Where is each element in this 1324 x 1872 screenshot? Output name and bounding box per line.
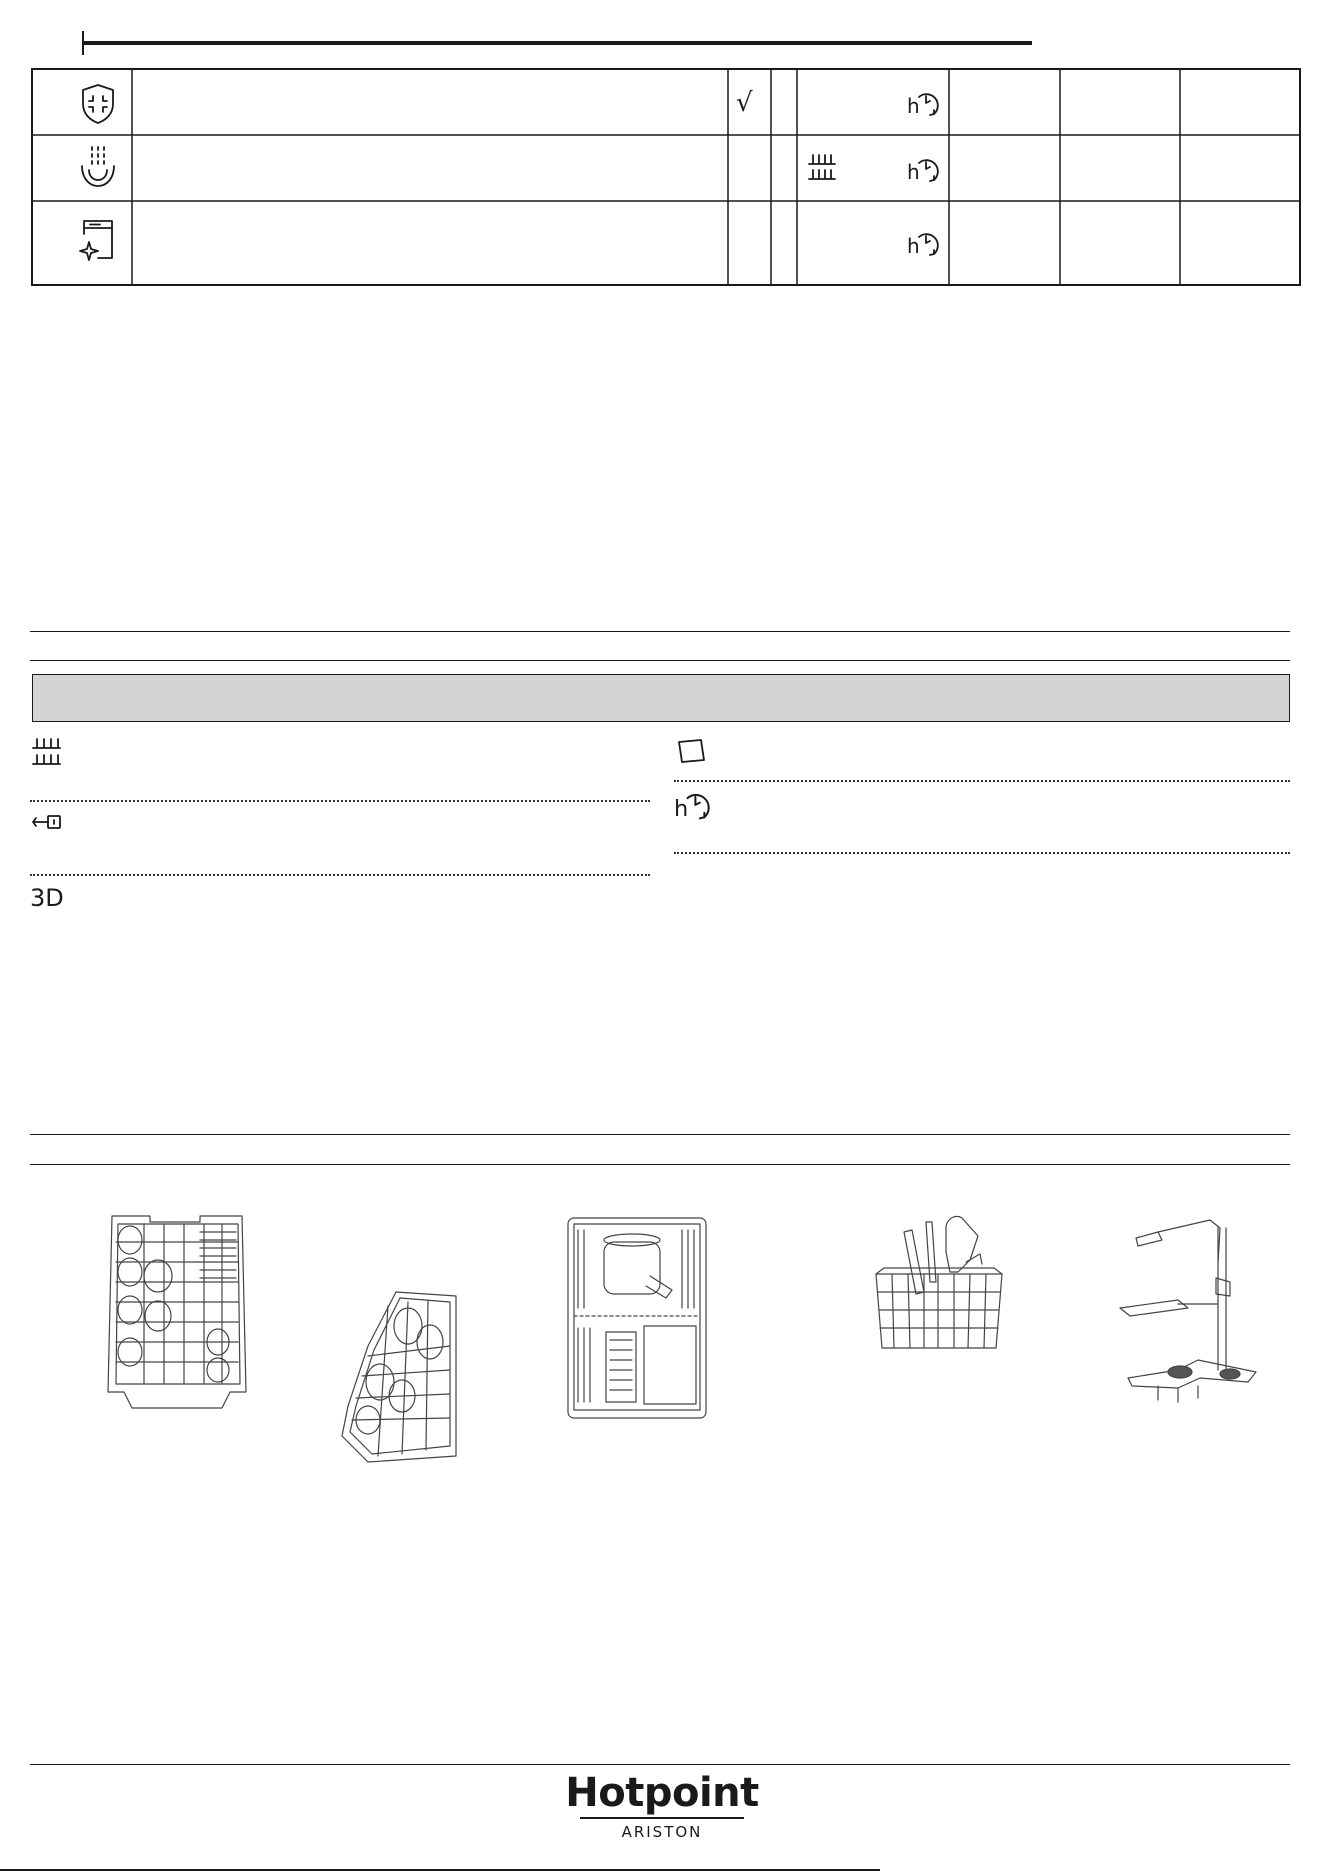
- half-load-icon: [30, 736, 64, 768]
- legend-divider: [674, 780, 1290, 782]
- legend-divider: [674, 852, 1290, 854]
- delay-start-icon: [672, 788, 712, 824]
- rinse-bowl-icon: [78, 144, 118, 190]
- legend-divider: [30, 800, 650, 802]
- svg-text:h: h: [907, 234, 920, 258]
- delay-start-icon: [906, 88, 940, 120]
- section-rule: [30, 1164, 1290, 1165]
- bottom-edge-rule: [0, 1869, 880, 1871]
- section-rule: [30, 660, 1290, 661]
- svg-text:h: h: [907, 160, 920, 184]
- tablet-key-icon: [30, 812, 64, 832]
- svg-text:h: h: [674, 796, 689, 823]
- legend-divider: [30, 874, 650, 876]
- cutlery-basket-illustration-icon: [866, 1212, 1012, 1356]
- brand-logo-wordmark: Hotpoint: [565, 1770, 759, 1816]
- shield-sanitize-icon: [78, 82, 118, 126]
- half-load-icon: [806, 152, 838, 182]
- delay-start-icon: [906, 228, 940, 260]
- delay-start-icon: [906, 154, 940, 186]
- loaded-dishwasher-illustration-icon: [566, 1216, 708, 1420]
- tablet-icon: [674, 736, 708, 766]
- spray-arms-illustration-icon: [1118, 1210, 1264, 1406]
- brand-logo-subtitle: ARISTON: [621, 1823, 703, 1841]
- svg-text:h: h: [907, 94, 920, 118]
- upper-rack-tilted-illustration-icon: [338, 1286, 460, 1470]
- 3d-zone-icon: 3D: [30, 884, 64, 912]
- dishwasher-sparkle-icon: [78, 218, 118, 264]
- footer-rule: [30, 1764, 1290, 1765]
- options-header-band: [32, 674, 1290, 722]
- brand-logo-underline: [580, 1817, 744, 1819]
- section-rule: [30, 1134, 1290, 1135]
- section-rule: [30, 631, 1290, 632]
- check-mark: √: [736, 88, 753, 118]
- programs-table: [0, 0, 1324, 300]
- lower-rack-illustration-icon: [104, 1212, 250, 1416]
